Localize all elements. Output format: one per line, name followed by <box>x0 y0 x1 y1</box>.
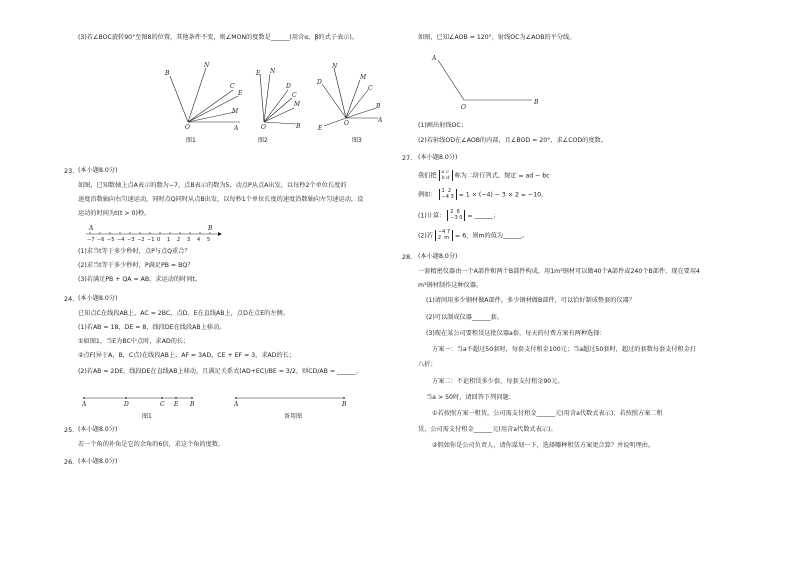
fig2-label-E: E <box>256 70 261 77</box>
fig2-label-M: M <box>294 101 301 108</box>
seg1-label-D: D <box>124 401 129 408</box>
number-line <box>86 226 226 244</box>
q28-line-4: (2)可以制成仪器______套。 <box>426 314 503 321</box>
fig2-label-D: D <box>286 83 291 90</box>
fig1-label-B: B <box>165 70 170 77</box>
q27-example: 例如： 1 2 −4 3 = 1 × (−4) − 3 × 2 = −10。 <box>418 188 548 200</box>
q28-line-5: (3)现在某公司要租赁这批仪器a套，每天的付费方案有两种选择： <box>426 330 606 337</box>
aob-label-B: B <box>534 99 539 106</box>
fig2-label-O: O <box>261 124 266 131</box>
numberline-tick-label: 1 <box>167 237 171 243</box>
angle-figure-3 <box>312 62 392 148</box>
seg2-label-B: B <box>342 401 347 408</box>
q27-sub-2: (2)若 −4 7 2 m = 6，则m的值为______。 <box>418 229 528 241</box>
numberline-tick-label: −2 <box>137 237 145 243</box>
numberline-tick-label: 0 <box>157 237 161 243</box>
q25-score: (本小题8.0分) <box>78 426 118 433</box>
q24-line-2: (1)若AB = 18，DE = 8，线段DE在线段AB上移动。 <box>78 324 226 331</box>
q24-line-3: ①如图1，当E为BC中点时，求AD的长； <box>78 338 190 345</box>
numberline-tick-label: 3 <box>187 237 191 243</box>
q28-line-2: m³钢材制作这种仪器。 <box>418 282 483 289</box>
q24-line-4: ②点F(异于A，B，C点)在线段AB上，AF = 3AD，CE + EF = 3，求AD的长； <box>78 352 296 359</box>
aob-label-A: A <box>432 55 437 62</box>
fig1-label-M: M <box>232 108 239 115</box>
fig3-label-B: B <box>376 103 381 110</box>
numberline-tick-label: 5 <box>207 237 211 243</box>
q23-score: (本小题8.0分) <box>78 167 118 174</box>
fig1-caption: 图1 <box>186 137 196 144</box>
q23-line-1: 如图，已知数轴上点A表示的数为−7，点B表示的数为5，动点P从点A出发，以每秒2个单位长度的 <box>78 182 347 189</box>
numberline-label-A: A <box>89 225 94 232</box>
q27-sub-1: (1)计算： 2 6 −3 0 = ______； <box>418 209 500 221</box>
fig3-label-E: E <box>318 125 323 132</box>
fig2-label-B: B <box>296 123 301 130</box>
q26-sub-2: (2)若射线OD在∠AOB的内部，且∠BOD = 20°，求∠COD的度数。 <box>418 137 607 144</box>
q26-number: 26. <box>64 458 75 466</box>
q24-score: (本小题8.0分) <box>78 295 118 302</box>
angle-figure-2 <box>250 62 310 148</box>
seg1-label-E: E <box>174 401 179 408</box>
aob-label-O: O <box>461 104 466 111</box>
numberline-tick-label: 4 <box>197 237 201 243</box>
q28-line-7: 八折； <box>418 361 437 368</box>
q28-line-9: 当a > 50时，请回答下列问题： <box>426 394 515 401</box>
fig1-label-A: A <box>234 125 239 132</box>
q28-line-8: 方案二：不论租赁多少套，每套支付租金90元。 <box>432 378 564 385</box>
q27-definition: 我们把 a c b d 称为二阶行列式，规定 = ad − bc <box>418 169 550 181</box>
q26-text: 如图，已知∠AOB = 120°，射线OC为∠AOB的平分线。 <box>418 34 576 41</box>
determinant-ad-bc: a c b d <box>439 170 453 181</box>
determinant-sub1: 2 6 −3 0 <box>447 210 465 221</box>
fig1-label-O: O <box>185 124 190 131</box>
q28-line-11: 赁，公司需支付租金______元(用含a代数式表示)。 <box>418 426 557 433</box>
fig2-label-N: N <box>270 68 276 75</box>
q25-line: 若一个角的补角是它的余角的6倍，求这个角的度数。 <box>78 441 225 448</box>
fig3-label-M: M <box>360 74 367 81</box>
segment-figure-spare <box>232 392 352 422</box>
determinant-example: 1 2 −4 3 <box>439 189 457 200</box>
seg2-caption: 备用图 <box>284 413 303 420</box>
fig3-label-N: N <box>332 63 338 70</box>
fig2-label-C: C <box>292 92 297 99</box>
fig3-label-C: C <box>368 85 373 92</box>
seg2-label-A: A <box>234 401 239 408</box>
q28-line-1: 一套精密仪器由一个A部件和两个B部件构成，用1m³钢材可以做40个A部件或240个B部件，现在要用4 <box>418 268 700 275</box>
q24-line-5: (2)若AB = 2DE，线段DE在直线AB上移动，且满足关系式(AD+EC)/BE = 3/2，则CD/AB = ______。 <box>78 368 362 375</box>
q23-sub-3: (3)若满足PB + QA = AB，求运动的时间t。 <box>78 276 202 283</box>
angle-figure-1 <box>160 58 250 148</box>
fig3-label-D: D <box>317 79 322 86</box>
seg1-label-A: A <box>82 401 87 408</box>
seg1-caption: 图1 <box>142 413 152 420</box>
q22-part3: (3)若∠BOC旋转90°至图8的位置，其他条件不变，则∠MON的度数是______(用含α、β的式子表示)。 <box>78 34 358 41</box>
q26-sub-1: (1)画出射线OC； <box>418 122 467 129</box>
q28-line-10: ①若按照方案一租赁，公司需支付租金______元(用含a代数式表示)；若按照方案二租 <box>432 410 663 417</box>
numberline-tick-label: −4 <box>117 237 125 243</box>
angle-aob-figure <box>428 50 548 114</box>
fig3-label-O: O <box>344 120 349 127</box>
q23-line-3: 运动的时间为t(t > 0)秒。 <box>78 210 151 217</box>
q26-score: (本小题8.0分) <box>78 458 118 465</box>
q23-sub-2: (2)求当t等于多少秒时，P满足PB = BQ？ <box>78 262 194 269</box>
segment-figure-1 <box>80 392 200 422</box>
q28-line-6: 方案一：当a不超过50套时，每套支付租金100元；当a超过50套时，超过的套数每套支付租金打 <box>432 346 697 353</box>
fig3-caption: 图3 <box>352 137 362 144</box>
q23-number: 23. <box>64 167 75 175</box>
fig3-label-A: A <box>378 117 383 124</box>
q27-number: 27. <box>402 154 413 162</box>
numberline-tick-label: −5 <box>107 237 115 243</box>
fig2-caption: 图2 <box>258 137 268 144</box>
q23-line-2: 速度沿数轴向右匀速运动，同时点Q同时从点B出发，以每秒1个单位长度的速度沿数轴向左匀速运动，设 <box>78 196 364 203</box>
q25-number: 25. <box>64 426 75 434</box>
fig1-label-E: E <box>238 90 243 97</box>
q23-sub-1: (1)求当t等于多少秒时，点P与点Q重合？ <box>78 248 191 255</box>
numberline-label-B: B <box>208 225 213 232</box>
q28-line-12: ②假如你是公司负责人，请你谋划一下，选择哪种租赁方案更合算？并说明理由。 <box>432 442 655 449</box>
fig1-label-C: C <box>230 83 235 90</box>
determinant-sub2: −4 7 2 m <box>435 230 453 241</box>
seg1-label-C: C <box>160 401 165 408</box>
numberline-tick-label: −1 <box>147 237 155 243</box>
q27-score: (本小题8.0分) <box>418 154 458 161</box>
seg1-label-B: B <box>190 401 195 408</box>
q28-number: 28. <box>402 253 413 261</box>
q28-line-3: (1)请问用多少钢材做A部件，多少钢材做B部件，可以恰好制成整套的仪器？ <box>426 297 636 304</box>
q28-score: (本小题8.0分) <box>418 253 458 260</box>
numberline-tick-label: 2 <box>177 237 181 243</box>
q24-number: 24. <box>64 295 75 303</box>
q24-line-1: 已知点C在线段AB上，AC = 2BC，点D、E在直线AB上，点D在点E的左侧。 <box>78 310 289 317</box>
numberline-tick-label: −7 <box>87 237 95 243</box>
fig1-label-N: N <box>204 62 210 69</box>
numberline-tick-label: −3 <box>127 237 135 243</box>
numberline-tick-label: −6 <box>97 237 105 243</box>
